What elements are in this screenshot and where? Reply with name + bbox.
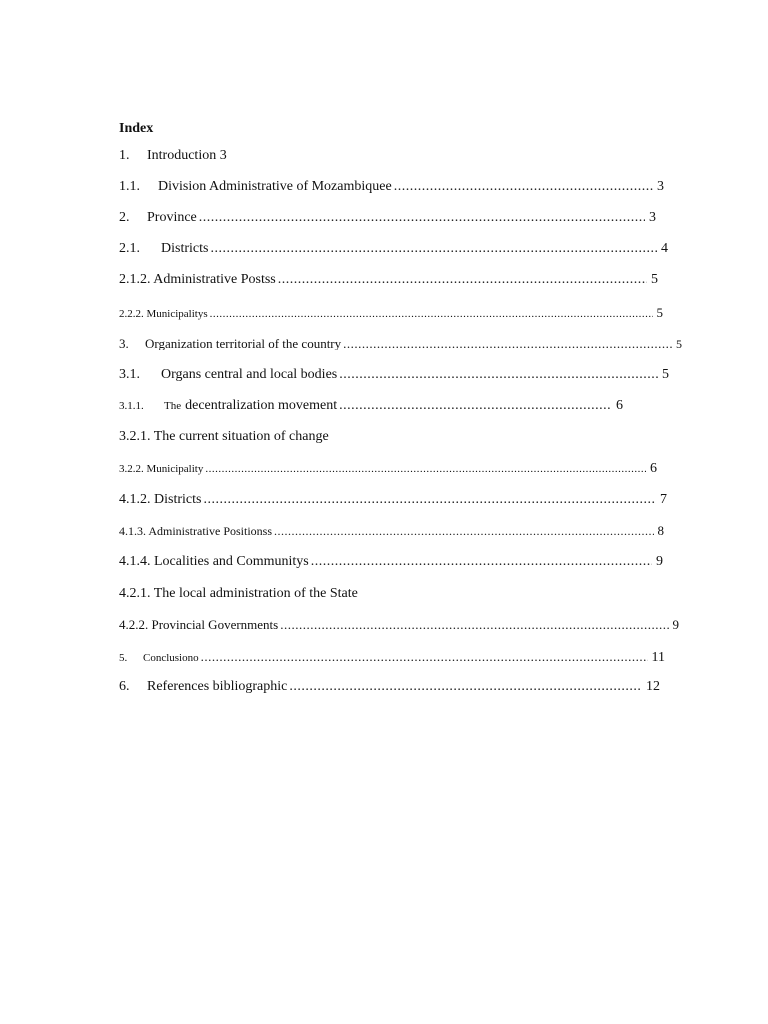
- toc-page-number: 4: [661, 242, 668, 256]
- toc-entry-districts-412: [119, 493, 667, 507]
- dot-leader: [278, 273, 647, 287]
- toc-entry-title: Organs central and local bodies: [161, 368, 338, 382]
- toc-entry-references: [119, 680, 660, 694]
- dot-leader: [210, 242, 657, 256]
- toc-entry-organization-territorial: [119, 337, 682, 350]
- toc-entry-title: Conclusiono: [143, 652, 199, 664]
- toc-page-number: 8: [657, 524, 664, 537]
- toc-entry-number: 3.: [119, 337, 129, 350]
- toc-page-number: 3: [657, 180, 664, 194]
- dot-leader: [210, 309, 653, 320]
- dot-leader: [339, 399, 612, 413]
- toc-entry-title: Introduction 3: [147, 149, 227, 163]
- toc-entry-title: 3.2.2. Municipality: [119, 463, 204, 475]
- toc-entry-title: Division Administrative of Mozambiquee: [158, 180, 392, 194]
- toc-entry-administrative-posts: [119, 273, 658, 287]
- toc-entry-title: Province: [147, 211, 197, 225]
- toc-page-number: 9: [656, 555, 663, 569]
- toc-entry-localities: [119, 555, 663, 569]
- toc-entry-current-situation: [119, 430, 519, 444]
- toc-entry-division-administrative: [119, 180, 664, 194]
- toc-page-number: 3: [649, 211, 656, 225]
- dot-leader: [339, 368, 658, 382]
- toc-entry-conclusion: [119, 650, 665, 665]
- toc-entry-districts: [119, 242, 668, 256]
- toc-entry-title: 3.2.1. The current situation of change: [119, 430, 329, 444]
- toc-entry-title: 4.1.3. Administrative Positionss: [119, 524, 273, 537]
- dot-leader: [199, 211, 645, 225]
- toc-page-number: 11: [651, 650, 665, 665]
- dot-leader: [274, 525, 653, 537]
- dot-leader: [280, 618, 668, 631]
- toc-entry-title: References bibliographic: [147, 680, 288, 694]
- toc-page-number: 6: [650, 462, 657, 476]
- toc-entry-number: 6.: [119, 680, 130, 694]
- toc-entry-title: 2.1.2. Administrative Postss: [119, 273, 276, 287]
- toc-entry-organs-central: [119, 368, 669, 382]
- dot-leader: [289, 680, 642, 694]
- toc-entry-municipality: [119, 462, 657, 476]
- toc-entry-number: 3.1.1.: [119, 400, 144, 412]
- toc-page-number: 5: [656, 306, 663, 320]
- toc-entry-provincial-governments: [119, 618, 679, 631]
- dot-leader: [343, 337, 672, 350]
- toc-entry-decentralization: [119, 399, 623, 413]
- dot-leader: [203, 493, 656, 507]
- toc-entry-number: 1.: [119, 149, 130, 163]
- toc-page-number: 6: [616, 399, 623, 413]
- toc-entry-number: 2.: [119, 211, 130, 225]
- toc-page-number: 9: [672, 618, 679, 631]
- toc-page-number: 5: [651, 273, 658, 287]
- toc-entry-title: 4.1.2. Districts: [119, 493, 202, 507]
- toc-entry-title: Organization territorial of the country: [145, 337, 342, 350]
- toc-entry-title: 4.2.1. The local administration of the State: [119, 587, 358, 601]
- toc-page-number: 5: [662, 368, 669, 382]
- dot-leader: [394, 180, 653, 194]
- toc-entry-administrative-positions: [119, 524, 664, 537]
- toc-entry-title: 4.2.2. Provincial Governments: [119, 618, 279, 631]
- toc-entry-local-administration: [119, 587, 519, 601]
- dot-leader: [201, 650, 648, 663]
- toc-entry-title: 4.1.4. Localities and Communitys: [119, 555, 309, 569]
- toc-entry-title: Districts: [161, 242, 209, 256]
- toc-entry-title-prefix: The: [164, 400, 182, 412]
- toc-entry-province: [119, 211, 656, 225]
- toc-entry-title: decentralization movement: [185, 399, 338, 413]
- toc-entry-introduction: [119, 149, 659, 163]
- toc-entry-title: 2.2.2. Municipalitys: [119, 308, 208, 320]
- toc-page-number: 12: [646, 680, 660, 694]
- toc-page-number: 5: [676, 337, 682, 350]
- toc-page-number: 7: [660, 493, 667, 507]
- dot-leader: [205, 464, 646, 475]
- toc-entry-number: 5.: [119, 652, 128, 664]
- toc-entry-number: 3.1.: [119, 368, 140, 382]
- index-heading: Index: [119, 121, 154, 136]
- toc-entry-number: 1.1.: [119, 180, 140, 194]
- dot-leader: [311, 555, 652, 569]
- toc-entry-municipalitys: [119, 306, 663, 320]
- toc-entry-number: 2.1.: [119, 242, 140, 256]
